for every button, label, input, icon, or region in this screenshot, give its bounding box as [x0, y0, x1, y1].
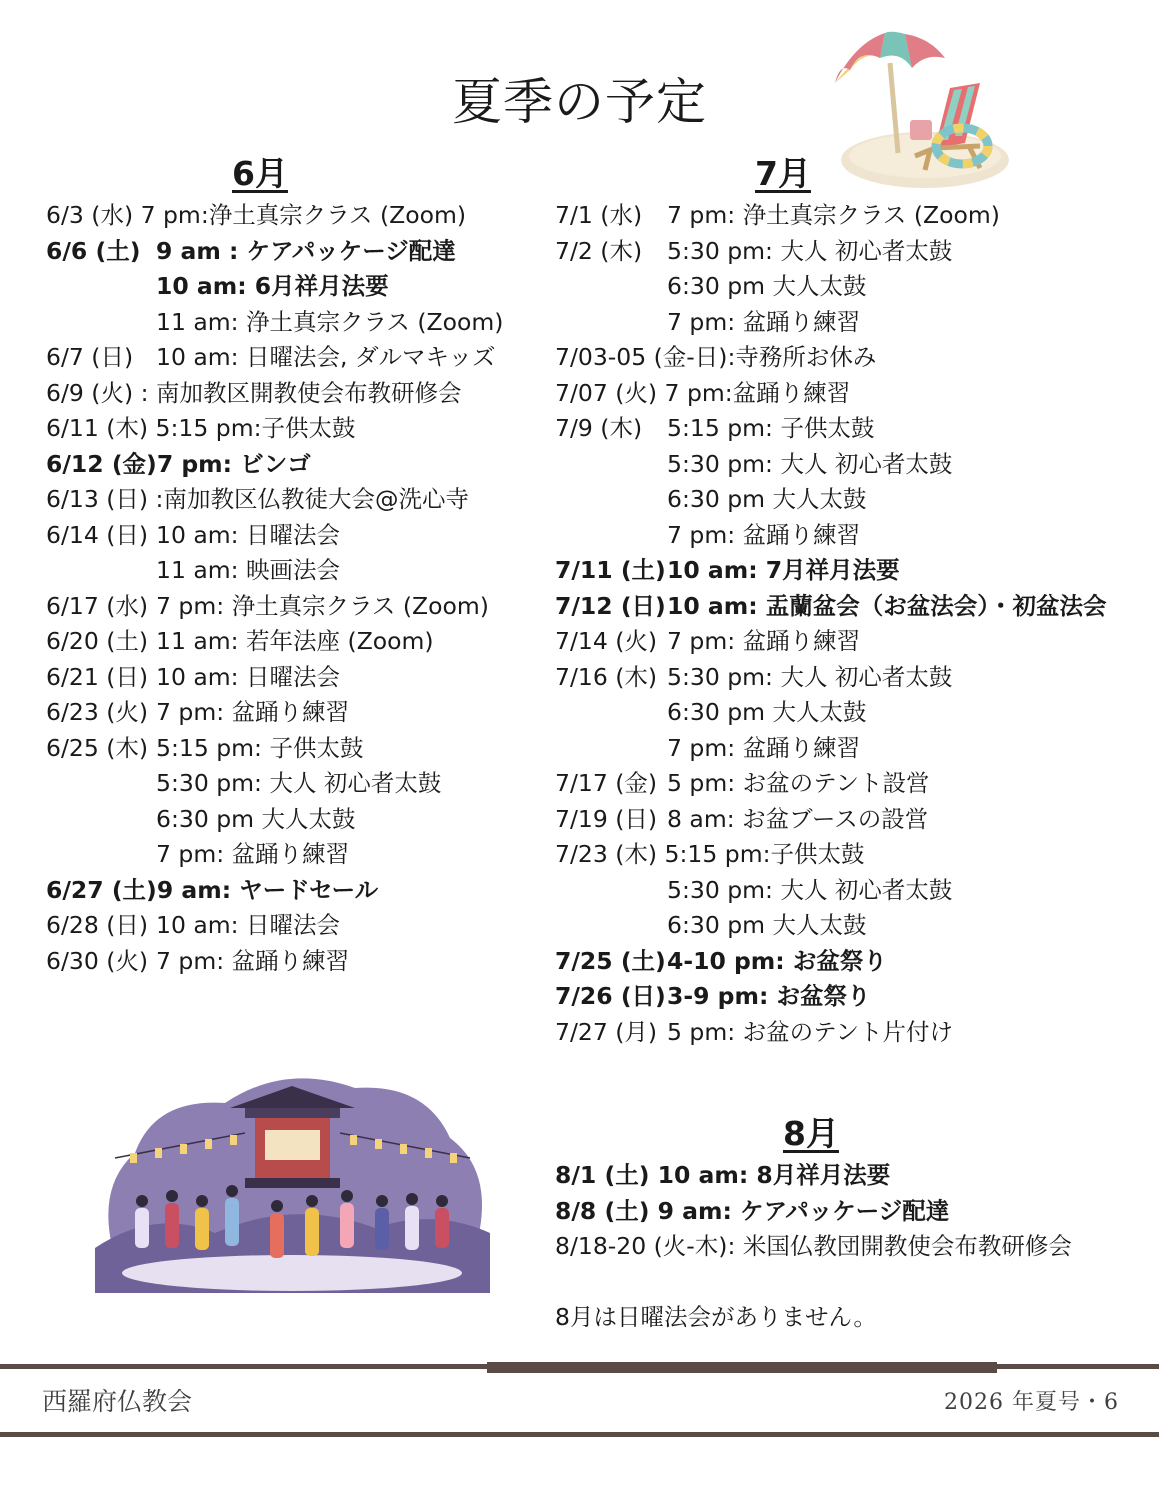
june-event-row: [46, 908, 516, 944]
july-event-row: [555, 802, 1145, 838]
event-detail: 子供太鼓: [261, 414, 356, 442]
june-event-row: [46, 766, 516, 802]
event-detail: 7 pm: 盆踊り練習: [667, 733, 861, 762]
event-date: 7/17 (金): [555, 769, 658, 797]
event-date: 7/19 (日): [555, 804, 658, 833]
event-date: 7/27 (月): [555, 1017, 658, 1046]
july-event-row: [555, 731, 1145, 767]
june-event-row: [46, 660, 516, 696]
july-event-row: [555, 553, 1145, 589]
event-detail: 5:15 pm: 子供太鼓: [156, 733, 364, 762]
event-detail: 7 pm: ビンゴ: [156, 449, 311, 478]
event-detail: 7 pm: 浄土真宗クラス (Zoom): [667, 201, 1000, 229]
july-event-row: [555, 979, 1145, 1015]
july-event-row: [555, 660, 1145, 696]
event-detail: 5 pm: お盆のテント片付け: [667, 1017, 953, 1046]
august-heading: 8月: [783, 1114, 839, 1153]
july-event-row: [555, 1015, 1145, 1051]
footer-issue: 2026 年夏号・6: [944, 1390, 1119, 1415]
june-event-row: [46, 482, 516, 518]
event-detail: 10 am: 6月祥月法要: [156, 272, 389, 300]
event-detail: 5 pm: お盆のテント設営: [667, 769, 930, 797]
event-detail: 8 am: お盆ブースの設営: [667, 804, 929, 833]
july-event-row: [555, 198, 1145, 234]
event-detail: 11 am: 浄土真宗クラス (Zoom): [156, 307, 504, 336]
august-event-row: 8/18-20 (火-木): 米国仏教団開教使会布教研修会: [555, 1232, 1072, 1260]
event-date: 7/23 (木) 5:15 pm:: [555, 840, 771, 868]
june-event-row: [46, 624, 516, 660]
event-detail: 7 pm: 盆踊り練習: [156, 946, 350, 975]
event-date: 7/1 (水): [555, 201, 643, 229]
july-event-row: [555, 766, 1145, 802]
event-detail: 10 am: 7月祥月法要: [667, 556, 900, 584]
event-date: 6/25 (木): [46, 733, 149, 762]
event-date: 6/9 (火) :: [46, 378, 149, 407]
event-detail: 6:30 pm 大人太鼓: [667, 485, 867, 513]
event-detail: 7 pm: 盆踊り練習: [156, 698, 350, 726]
june-event-row: [46, 944, 516, 980]
event-detail: 6:30 pm 大人太鼓: [667, 911, 867, 939]
july-event-row: [555, 411, 1145, 447]
event-date: 7/2 (木): [555, 236, 643, 265]
event-detail: 5:30 pm: 大人 初心者太鼓: [667, 662, 953, 691]
event-date: 6/14 (日): [46, 520, 149, 549]
june-event-row: [46, 411, 516, 447]
event-detail: 南加教区開教使会布教研修会: [156, 378, 462, 407]
event-detail: 11 am: 映画法会: [156, 556, 341, 584]
event-date: 6/17 (水): [46, 591, 149, 620]
event-date: 6/28 (日): [46, 911, 149, 939]
event-detail: 7 pm: 盆踊り練習: [156, 840, 350, 868]
event-detail: 5:30 pm: 大人 初心者太鼓: [667, 449, 953, 478]
july-event-row: [555, 482, 1145, 518]
event-date: 7/26 (日): [555, 982, 666, 1010]
footer-divider-accent: [487, 1362, 997, 1373]
event-detail: 9 am: ヤードセール: [156, 875, 379, 904]
footer-organization: 西羅府仏教会: [42, 1387, 193, 1416]
august-event-row: [555, 1265, 1145, 1301]
june-event-row: [46, 695, 516, 731]
event-detail: 5:30 pm: 大人 初心者太鼓: [156, 769, 442, 797]
footer-divider-bottom: [0, 1432, 1159, 1437]
july-event-row: [555, 234, 1145, 270]
event-detail: 10 am: 日曜法会: [156, 911, 341, 939]
event-date: 7/16 (木): [555, 662, 658, 691]
july-event-row: [555, 873, 1145, 909]
event-detail: 7 pm: 盆踊り練習: [667, 520, 861, 549]
event-date: 6/20 (土): [46, 627, 149, 655]
event-date: 6/11 (木) 5:15 pm:: [46, 414, 262, 442]
august-event-row: 8/1 (土) 10 am: 8月祥月法要: [555, 1161, 891, 1189]
june-event-row: [46, 305, 516, 341]
august-event-row: 8月は日曜法会がありません。: [555, 1303, 877, 1331]
event-detail: 6:30 pm 大人太鼓: [156, 804, 356, 833]
event-detail: 10 am: 盂蘭盆会（お盆法会）・初盆法会: [667, 591, 1107, 620]
june-event-row: [46, 873, 516, 909]
july-event-row: [555, 908, 1145, 944]
event-detail: 浄土真宗クラス (Zoom): [208, 201, 467, 229]
event-date: 6/30 (火): [46, 946, 149, 975]
event-detail: 6:30 pm 大人太鼓: [667, 272, 867, 300]
event-date: 6/21 (日): [46, 662, 149, 691]
event-detail: 5:30 pm: 大人 初心者太鼓: [667, 236, 953, 265]
july-event-row: [555, 589, 1145, 625]
event-date: 6/7 (日): [46, 343, 134, 371]
event-detail: 4-10 pm: お盆祭り: [667, 946, 887, 975]
august-schedule: [555, 1158, 1145, 1336]
july-event-row: [555, 944, 1145, 980]
event-date: 7/9 (木): [555, 414, 643, 442]
event-date: 6/12 (金): [46, 449, 157, 478]
july-event-row: [555, 518, 1145, 554]
event-date: 6/23 (火): [46, 698, 149, 726]
event-detail: 子供太鼓: [770, 840, 865, 868]
august-event-row: 8/8 (土) 9 am: ケアパッケージ配達: [555, 1196, 950, 1225]
june-event-row: [46, 269, 516, 305]
event-date: 7/14 (火): [555, 627, 658, 655]
bon-odori-festival-illustration: [95, 1058, 490, 1298]
event-detail: 11 am: 若年法座 (Zoom): [156, 627, 434, 655]
june-event-row: [46, 553, 516, 589]
page-title: 夏季の予定: [452, 73, 707, 131]
july-event-row: [555, 624, 1145, 660]
july-heading: 7月: [755, 154, 811, 193]
event-date: 7/07 (火) 7 pm:: [555, 378, 733, 407]
june-event-row: [46, 802, 516, 838]
july-event-row: [555, 376, 1145, 412]
event-date: 7/25 (土): [555, 946, 666, 975]
july-event-row: [555, 340, 1145, 376]
event-detail: 寺務所お休み: [735, 343, 877, 371]
event-detail: 7 pm: 盆踊り練習: [667, 307, 861, 336]
event-detail: 盆踊り練習: [732, 378, 851, 407]
event-date: 7/03-05 (金-日):: [555, 343, 736, 371]
event-date: 6/13 (日) :: [46, 485, 164, 513]
event-detail: 6:30 pm 大人太鼓: [667, 698, 867, 726]
event-detail: 7 pm: 浄土真宗クラス (Zoom): [156, 591, 489, 620]
july-event-row: [555, 269, 1145, 305]
june-schedule: [46, 198, 516, 979]
july-schedule: [555, 198, 1145, 1050]
event-detail: 9 am : ケアパッケージ配達: [156, 236, 456, 265]
event-detail: 5:15 pm: 子供太鼓: [667, 414, 875, 442]
june-heading: 6月: [232, 154, 288, 193]
july-event-row: [555, 695, 1145, 731]
june-event-row: [46, 376, 516, 412]
june-event-row: [46, 731, 516, 767]
july-event-row: [555, 305, 1145, 341]
july-event-row: [555, 837, 1145, 873]
event-detail: 南加教区仏教徒大会@洗心寺: [163, 485, 469, 513]
june-event-row: [46, 518, 516, 554]
event-date: 6/27 (土): [46, 875, 157, 904]
june-event-row: [46, 340, 516, 376]
event-date: 6/6 (土): [46, 236, 141, 265]
event-date: 7/11 (土): [555, 556, 666, 584]
event-detail: 7 pm: 盆踊り練習: [667, 627, 861, 655]
event-date: 6/3 (水) 7 pm:: [46, 201, 209, 229]
event-detail: 3-9 pm: お盆祭り: [667, 982, 871, 1010]
june-event-row: [46, 837, 516, 873]
event-detail: 10 am: 日曜法会, ダルマキッズ: [156, 343, 496, 371]
beach-chair-umbrella-illustration: [830, 28, 1010, 193]
july-event-row: [555, 447, 1145, 483]
event-detail: 10 am: 日曜法会: [156, 520, 341, 549]
june-event-row: [46, 589, 516, 625]
event-date: 7/12 (日): [555, 591, 666, 620]
june-event-row: [46, 198, 516, 234]
event-detail: 10 am: 日曜法会: [156, 662, 341, 691]
event-detail: 5:30 pm: 大人 初心者太鼓: [667, 875, 953, 904]
june-event-row: [46, 234, 516, 270]
june-event-row: [46, 447, 516, 483]
